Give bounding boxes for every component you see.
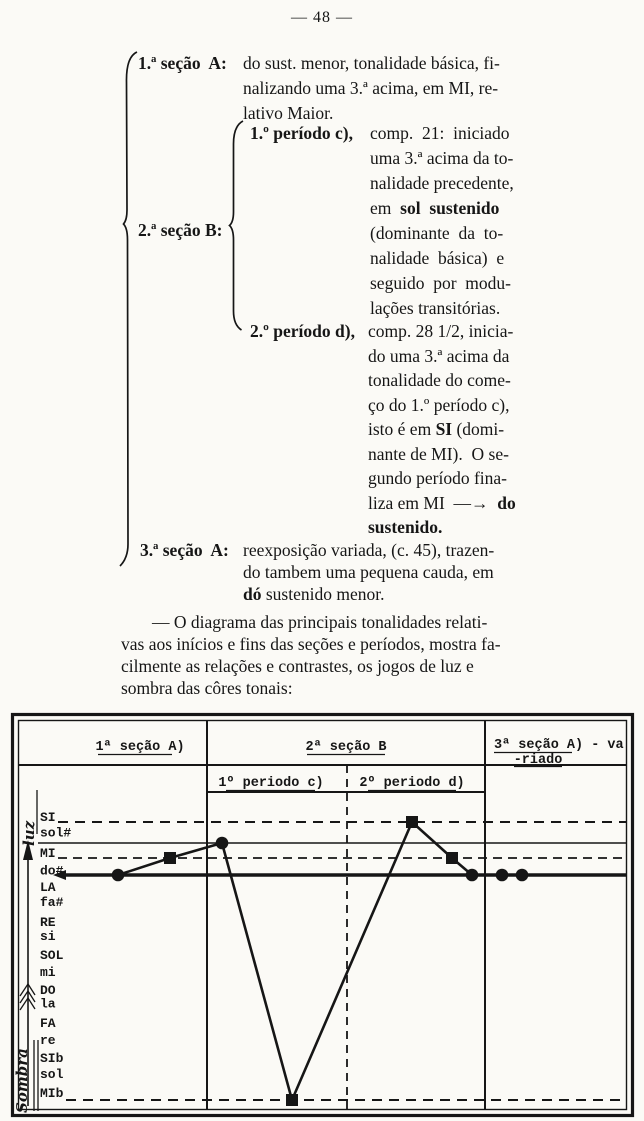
inner-brace — [230, 121, 244, 330]
text-line: comp. 21: iniciado — [370, 123, 510, 143]
note-label: FA — [40, 1016, 56, 1031]
data-point-circle — [516, 869, 529, 882]
section-1-label: 1.ª seção A: — [138, 53, 227, 73]
section-3-label: 3.ª seção A: — [140, 540, 229, 560]
data-point-square — [164, 852, 176, 864]
text-line: nalidade precedente, — [370, 173, 514, 193]
note-scale-labels — [40, 810, 71, 1101]
note-label: SI — [40, 810, 56, 825]
tonality-path — [112, 816, 529, 1106]
header-period-d: 2º periodo d) — [359, 776, 465, 791]
header-period-c: 1º periodo c) — [218, 776, 324, 791]
text-line: comp. 28 1/2, inicia- — [368, 321, 514, 341]
header-section-1: 1ª seção A) — [95, 740, 185, 755]
note-label: la — [40, 996, 56, 1012]
note-label: LA — [40, 880, 56, 895]
text-line: — O diagrama das principais tonalidades relati- — [152, 612, 488, 632]
header-section-3-cont: -riado — [513, 753, 563, 768]
text-line: isto é em SI (domi- — [368, 419, 505, 439]
note-label: DO — [40, 983, 56, 998]
text-line: reexposição variada, (c. 45), trazen- — [243, 540, 495, 560]
data-point-circle — [112, 869, 125, 882]
note-label: MIb — [40, 1086, 64, 1101]
luz-sombra-axis — [13, 790, 38, 1113]
text-line: (dominante da to- — [370, 223, 504, 243]
text-line: dó sustenido menor. — [243, 584, 385, 604]
note-label: mi — [40, 965, 56, 980]
data-point-circle — [496, 869, 509, 882]
note-label: re — [40, 1033, 56, 1048]
note-label: sol# — [40, 825, 72, 841]
text-line: cilmente as relações e contrastes, os jogos de luz e — [121, 656, 474, 676]
data-point-square — [446, 852, 458, 864]
text-line: ço do 1.º período c), — [368, 395, 510, 415]
note-label: fa# — [40, 895, 64, 910]
header-section-3: 3ª seção A) - va — [494, 738, 624, 753]
text-line: vas aos inícios e fins das seções e períodos, mostra fa- — [121, 634, 501, 654]
period-c-label: 1.º período c), — [250, 123, 353, 143]
period-d-label: 2.º período d), — [250, 321, 355, 341]
data-point-circle — [216, 837, 229, 850]
data-point-square — [286, 1094, 298, 1106]
diagram-frame — [13, 715, 633, 1116]
section-2-label: 2.ª seção B: — [138, 220, 223, 240]
page-number: — 48 — — [291, 9, 353, 26]
text-line: lativo Maior. — [243, 103, 334, 123]
note-label: si — [40, 929, 56, 944]
note-label: SOL — [40, 948, 64, 963]
text-line: sustenido. — [368, 517, 443, 537]
note-label: RE — [40, 915, 56, 930]
note-label: MI — [40, 846, 56, 861]
text-line: do tambem uma pequena cauda, em — [243, 562, 494, 582]
luz-handwritten-label: luz — [20, 820, 38, 846]
text-line: tonalidade do come- — [368, 370, 511, 390]
tonality-diagram — [10, 712, 636, 1119]
reference-lines — [38, 822, 627, 1100]
text-line: uma 3.ª acima da to- — [370, 148, 514, 168]
text-line: em sol sustenido — [370, 198, 500, 218]
outer-brace — [120, 52, 137, 566]
data-point-circle — [466, 869, 479, 882]
text-line: nalizando uma 3.ª acima, em MI, re- — [243, 78, 499, 98]
sombra-handwritten-label: Sombra — [13, 1048, 31, 1113]
text-line: do sust. menor, tonalidade básica, fi- — [243, 53, 500, 73]
text-line: seguido por modu- — [370, 273, 511, 293]
data-point-square — [406, 816, 418, 828]
header-section-2: 2ª seção B — [305, 740, 387, 755]
text-line: liza em MI —→ do — [368, 493, 516, 513]
text-line: do uma 3.ª acima da — [368, 346, 510, 366]
note-label: SIb — [40, 1051, 64, 1066]
text-line: sombra das côres tonais: — [121, 678, 293, 698]
text-line: nante de MI). O se- — [368, 444, 509, 464]
note-label: do# — [40, 863, 64, 879]
note-label: sol — [40, 1067, 64, 1082]
text-line: nalidade básica) e — [370, 248, 505, 268]
text-line: gundo período fina- — [368, 468, 507, 488]
text-line: lações transitórias. — [370, 298, 501, 318]
